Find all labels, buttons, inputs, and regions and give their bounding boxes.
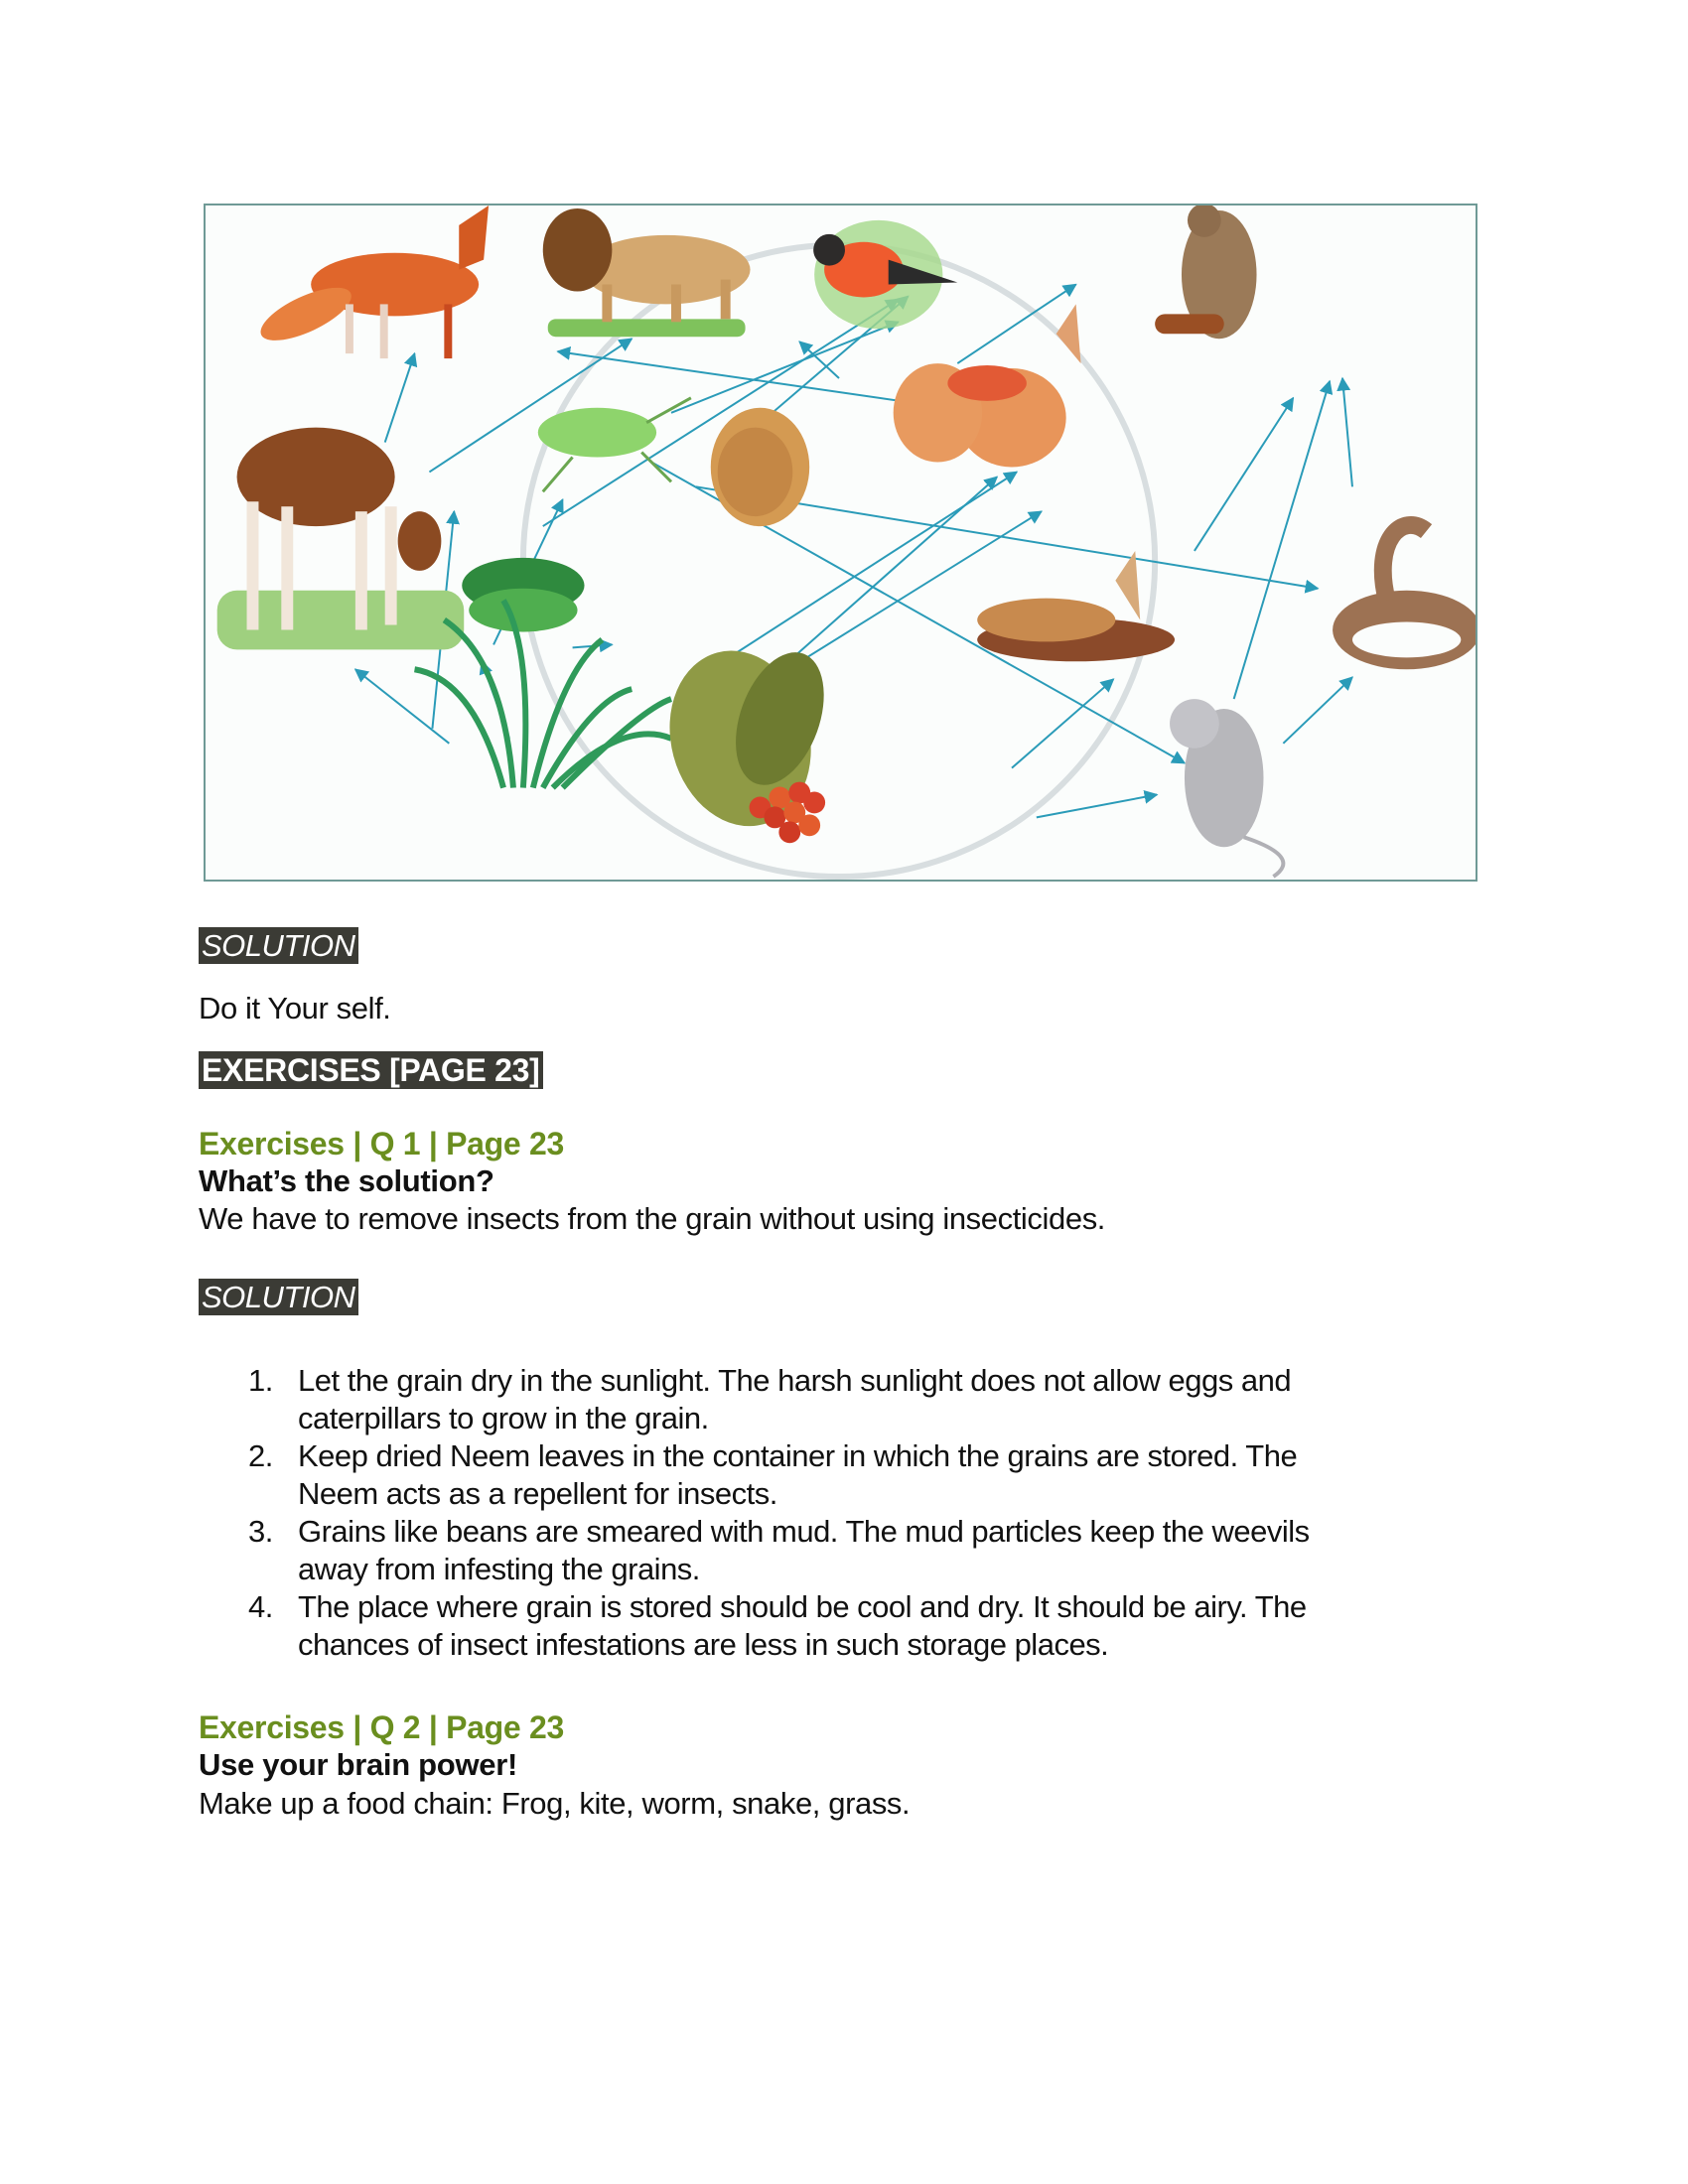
list-item-line: Let the grain dry in the sunlight. The harsh sunlight does not allow eggs and [298, 1363, 1292, 1398]
q1-question: What’s the solution? [199, 1163, 494, 1198]
lion-icon [543, 208, 751, 337]
list-item-line: Neem acts as a repellent for insects. [298, 1476, 777, 1511]
q2-prompt: Make up a food chain: Frog, kite, worm, snake, grass. [199, 1786, 911, 1821]
q2-heading: Exercises | Q 2 | Page 23 [199, 1709, 564, 1745]
snake-icon [1333, 525, 1476, 669]
q1-prompt: We have to remove insects from the grain without using insecticides. [199, 1201, 1106, 1236]
list-item-line: caterpillars to grow in the grain. [298, 1401, 709, 1435]
squirrel-icon [977, 551, 1175, 661]
q1-heading: Exercises | Q 1 | Page 23 [199, 1126, 564, 1161]
list-item [199, 1588, 1489, 1664]
solution-label-2 [199, 1279, 358, 1315]
list-item [199, 1362, 1489, 1437]
list-item-number: 1. [248, 1363, 273, 1398]
list-item-line: chances of insect infestations are less in such storage places. [298, 1627, 1109, 1662]
berry-plant-icon [650, 634, 840, 843]
list-item [199, 1513, 1489, 1588]
deer-icon [217, 428, 465, 650]
food-web-illustration [206, 205, 1476, 880]
list-item-line: away from infesting the grains. [298, 1552, 700, 1586]
kite-icon [1155, 205, 1256, 339]
food-web-figure [204, 204, 1477, 882]
solution-list [199, 1362, 1489, 1664]
solution-label: SOLUTION [199, 927, 358, 964]
solution-label-1 [199, 927, 358, 964]
list-item-number: 2. [248, 1438, 273, 1473]
list-item-line: Grains like beans are smeared with mud. The mud particles keep the weevils [298, 1514, 1310, 1549]
list-item-number: 4. [248, 1589, 273, 1624]
q2-question: Use your brain power! [199, 1747, 517, 1782]
list-item-line: Keep dried Neem leaves in the container in which the grains are stored. The [298, 1438, 1298, 1473]
solution-text-1: Do it Your self. [199, 991, 391, 1025]
caterpillar-icon [462, 558, 584, 632]
list-item-line: The place where grain is stored should be cool and dry. It should be airy. The [298, 1589, 1307, 1624]
list-item [199, 1437, 1489, 1513]
list-item-number: 3. [248, 1514, 273, 1549]
bird-icon [813, 220, 957, 329]
exercises-header [199, 1051, 543, 1089]
fox-icon [254, 205, 490, 358]
rat-icon [1170, 699, 1283, 877]
solution-label: SOLUTION [199, 1279, 358, 1315]
frog-icon [711, 408, 809, 526]
exercises-header-label: EXERCISES [PAGE 23] [199, 1051, 543, 1089]
